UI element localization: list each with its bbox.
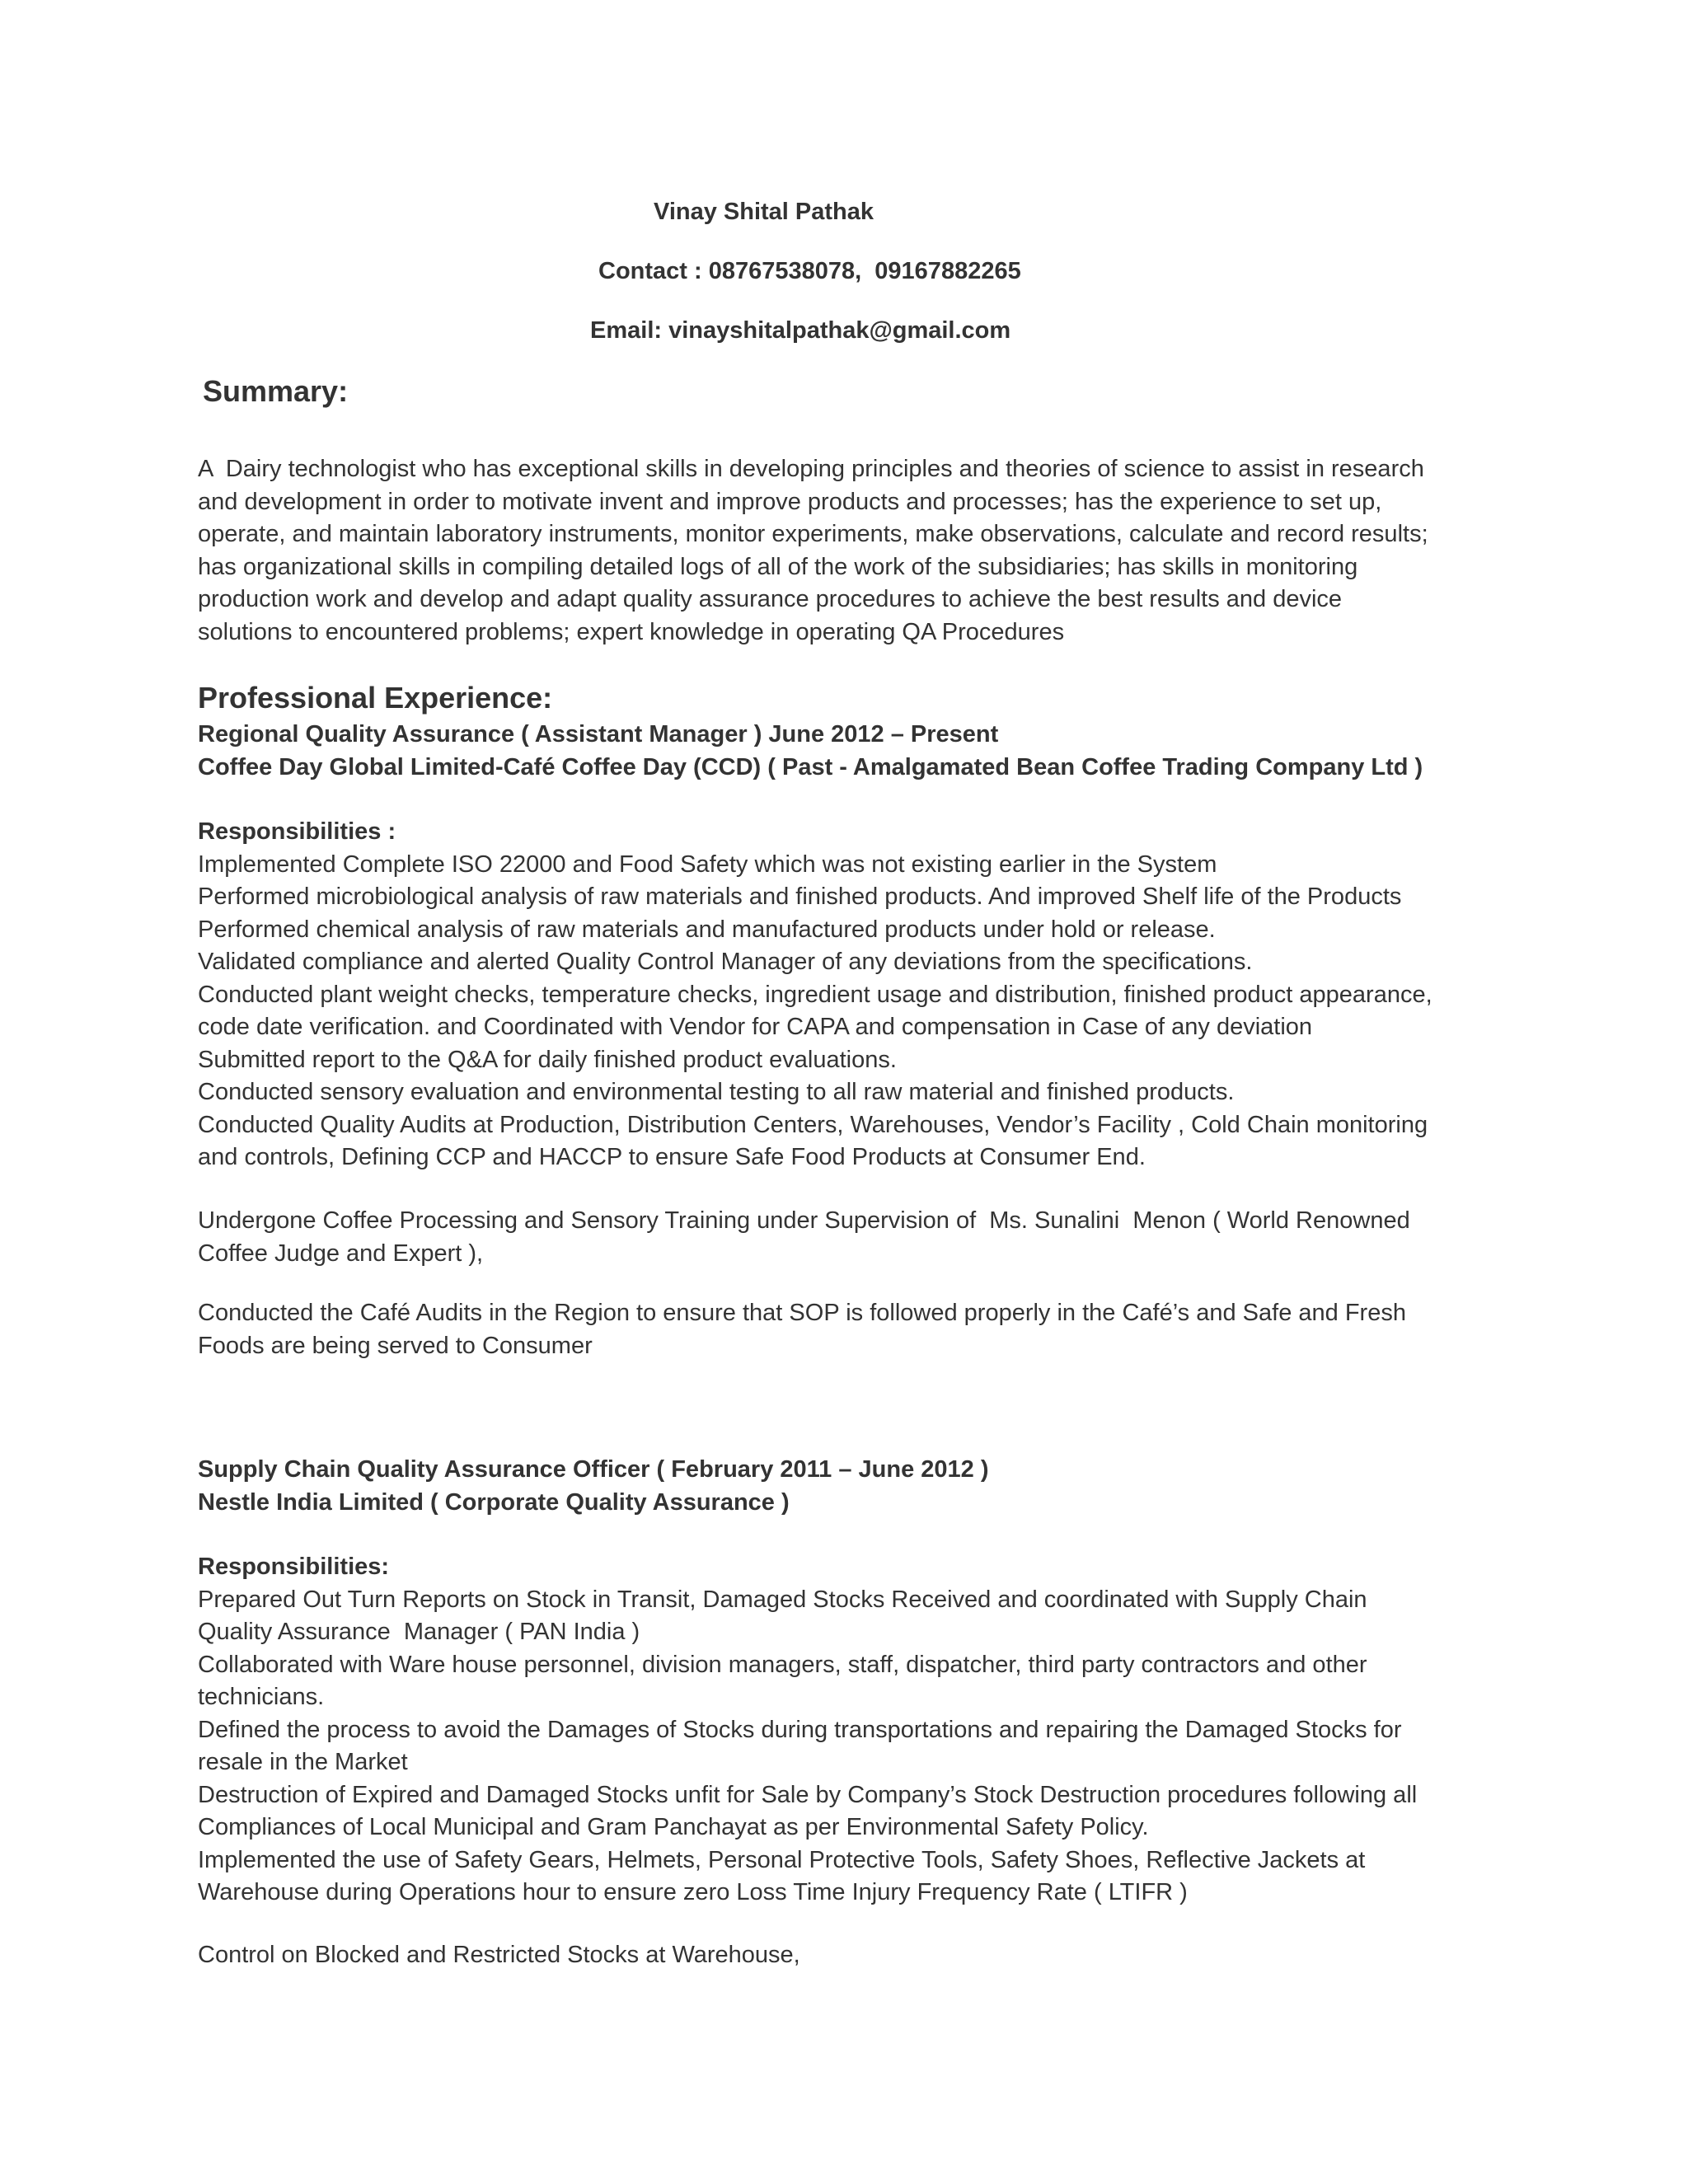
responsibility-line: Conducted Quality Audits at Production, Distribution Centers, Warehouses, Vendor’s Facility , Cold Chain monitoring (198, 1111, 1428, 1138)
responsibility-line: Performed chemical analysis of raw materials and manufactured products under hold or release. (198, 916, 1216, 943)
responsibility-line: Validated compliance and alerted Quality Control Manager of any deviations from the specifications. (198, 949, 1253, 975)
responsibility-line: Submitted report to the Q&A for daily finished product evaluations. (198, 1046, 897, 1073)
responsibility-line: Prepared Out Turn Reports on Stock in Transit, Damaged Stocks Received and coordinated with Supply Chain (198, 1586, 1367, 1613)
responsibility-line: Destruction of Expired and Damaged Stocks unfit for Sale by Company’s Stock Destruction procedures following all (198, 1781, 1418, 1808)
audit-paragraph (198, 1297, 1484, 1362)
job-responsibilities (198, 1551, 1484, 1910)
stock-control-paragraph (198, 1939, 1484, 1972)
summary-line: A Dairy technologist who has exceptional skills in developing principles and theories of science to assist in research (198, 456, 1424, 482)
responsibility-line: Collaborated with Ware house personnel, division managers, staff, dispatcher, third party contractors and other (198, 1651, 1367, 1678)
responsibility-line: Warehouse during Operations hour to ensure zero Loss Time Injury Frequency Rate ( LTIFR ) (198, 1879, 1188, 1905)
paragraph-line: Undergone Coffee Processing and Sensory Training under Supervision of Ms. Sunalini Menon ( World Renowned (198, 1207, 1410, 1234)
responsibility-line: Conducted plant weight checks, temperature checks, ingredient usage and distribution, finished product appearance, (198, 981, 1432, 1008)
responsibility-line: Conducted sensory evaluation and environmental testing to all raw material and finished products. (198, 1079, 1235, 1105)
job-company: Nestle India Limited ( Corporate Quality Assurance ) (198, 1488, 790, 1516)
responsibility-line: and controls, Defining CCP and HACCP to ensure Safe Food Products at Consumer End. (198, 1144, 1146, 1170)
paragraph-line: Control on Blocked and Restricted Stocks at Warehouse, (198, 1942, 800, 1968)
responsibility-line: Performed microbiological analysis of raw materials and finished products. And improved Shelf life of the Products (198, 883, 1402, 910)
responsibility-line: Defined the process to avoid the Damages of Stocks during transportations and repairing the Damaged Stocks for (198, 1716, 1402, 1743)
responsibility-line: technicians. (198, 1684, 325, 1710)
job-title: Supply Chain Quality Assurance Officer ( February 2011 – June 2012 ) (198, 1456, 989, 1483)
paragraph-line: Foods are being served to Consumer (198, 1332, 593, 1359)
responsibility-line: Quality Assurance Manager ( PAN India ) (198, 1619, 640, 1645)
summary-line: has organizational skills in compiling detailed logs of all of the work of the subsidiaries; has skills in monitoring (198, 553, 1358, 580)
email-address: Email: vinayshitalpathak@gmail.com (590, 317, 1011, 344)
job-header (198, 1454, 1484, 1519)
summary-heading: Summary: (203, 374, 349, 408)
responsibility-line: Implemented the use of Safety Gears, Helmets, Personal Protective Tools, Safety Shoes, Reflective Jackets at (198, 1846, 1366, 1873)
job-responsibilities (198, 816, 1484, 1174)
job-title: Regional Quality Assurance ( Assistant Manager ) June 2012 – Present (198, 721, 999, 748)
job-company: Coffee Day Global Limited-Café Coffee Day (CCD) ( Past - Amalgamated Bean Coffee Trading Company Ltd ) (198, 753, 1423, 780)
paragraph-line: Coffee Judge and Expert ), (198, 1240, 484, 1267)
responsibility-line: resale in the Market (198, 1749, 408, 1775)
experience-heading: Professional Experience: (198, 681, 553, 715)
training-paragraph (198, 1205, 1484, 1270)
responsibilities-label: Responsibilities: (198, 1554, 390, 1580)
responsibilities-label: Responsibilities : (198, 818, 396, 845)
summary-line: and development in order to motivate invent and improve products and processes; has the experience to set up, (198, 488, 1382, 515)
summary-line: solutions to encountered problems; expert knowledge in operating QA Procedures (198, 618, 1065, 645)
responsibility-line: code date verification. and Coordinated with Vendor for CAPA and compensation in Case of any deviation (198, 1014, 1313, 1040)
job-header (198, 719, 1484, 784)
summary-line: production work and develop and adapt quality assurance procedures to achieve the best results and device (198, 586, 1343, 612)
responsibility-line: Compliances of Local Municipal and Gram Panchayat as per Environmental Safety Policy. (198, 1814, 1149, 1840)
candidate-name: Vinay Shital Pathak (654, 199, 874, 225)
responsibility-line: Implemented Complete ISO 22000 and Food Safety which was not existing earlier in the System (198, 851, 1217, 878)
summary-line: operate, and maintain laboratory instruments, monitor experiments, make observations, calculate and record results; (198, 521, 1428, 547)
summary-paragraph (198, 453, 1484, 649)
contact-numbers: Contact : 08767538078, 09167882265 (598, 258, 1021, 284)
paragraph-line: Conducted the Café Audits in the Region to ensure that SOP is followed properly in the Café’s and Safe and Fresh (198, 1300, 1406, 1326)
